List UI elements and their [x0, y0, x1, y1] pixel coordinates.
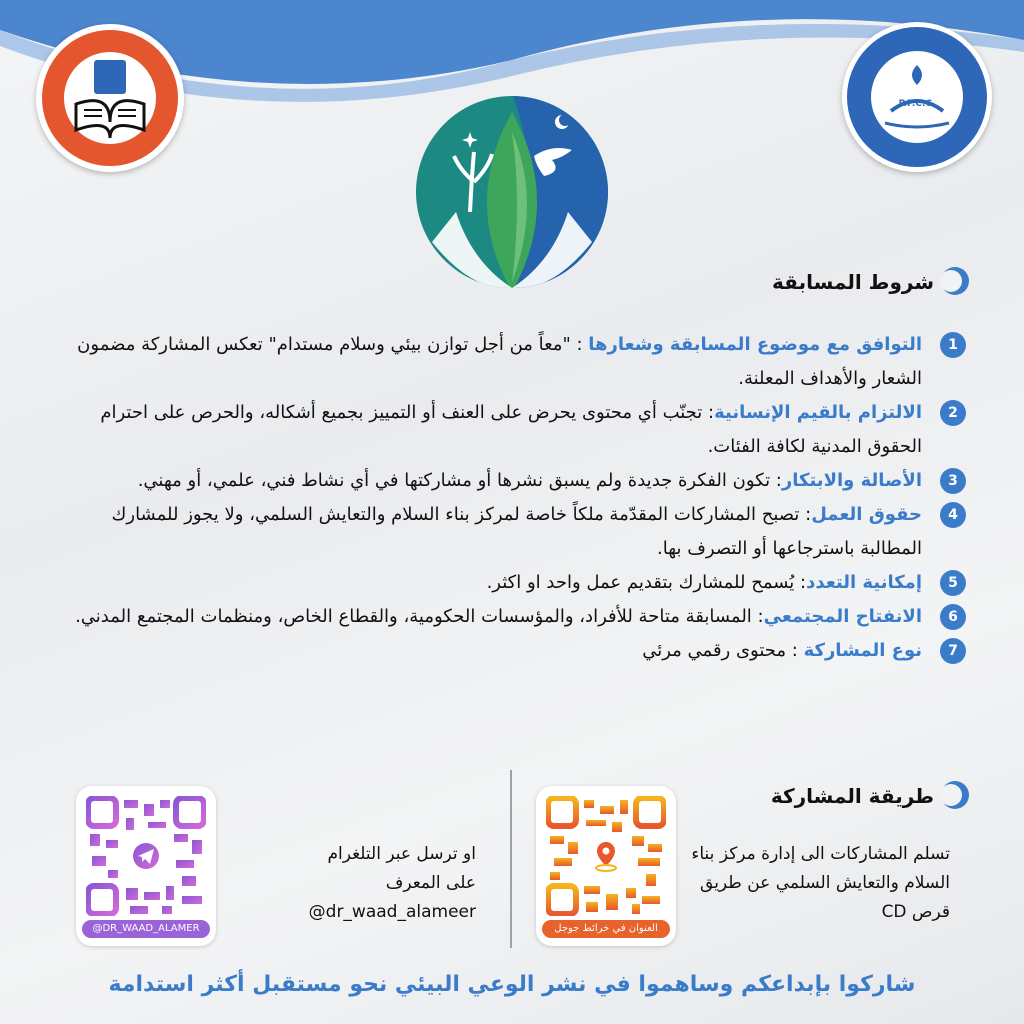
conditions-heading: شروط المسابقة	[772, 270, 934, 294]
condition-item	[70, 464, 966, 498]
condition-title: نوع المشاركة	[803, 640, 922, 661]
participation-heading-row	[760, 776, 970, 818]
google-maps-qr-code[interactable]	[536, 786, 676, 946]
condition-item	[70, 498, 966, 566]
hands-tree-dove-emblem	[412, 92, 612, 292]
crescent-badge-icon	[940, 266, 970, 296]
condition-number: 7	[940, 638, 966, 664]
condition-text: : يُسمح للمشارك بتقديم عمل واحد او اكثر.	[486, 572, 807, 593]
condition-text: : محتوى رقمي مرئي	[642, 640, 804, 661]
book-icon	[64, 52, 156, 144]
condition-number: 4	[940, 502, 966, 528]
condition-item	[70, 328, 966, 396]
condition-number: 3	[940, 468, 966, 494]
condition-text: : تجنّب أي محتوى يحرض على العنف أو التمييز بجميع أشكاله، والحرص على احترام الحقوق المدنية لكافة الفئات.	[100, 402, 922, 457]
telegram-line-2: على المعرف	[385, 873, 476, 893]
dove-icon	[871, 51, 963, 143]
crescent-badge-icon	[940, 780, 970, 810]
telegram-qr-code[interactable]	[76, 786, 216, 946]
telegram-instructions	[232, 840, 476, 927]
condition-number: 2	[940, 400, 966, 426]
condition-title: التوافق مع موضوع المسابقة وشعارها	[588, 334, 922, 355]
condition-number: 5	[940, 570, 966, 596]
center-abbreviation: P.P.C.C.	[898, 99, 936, 109]
footer-slogan: شاركوا بإبداعكم وساهموا في نشر الوعي البيئي نحو مستقبل أكثر استدامة	[108, 972, 916, 997]
peacebuilding-center-logo	[842, 22, 992, 172]
condition-title: حقوق العمل	[811, 504, 922, 525]
participation-text: تسلم المشاركات الى إدارة مركز بناء السلام والتعايش السلمي عن طريق قرص CD	[691, 844, 950, 922]
telegram-handle[interactable]: @dr_waad_alameer	[308, 902, 476, 922]
condition-number: 1	[940, 332, 966, 358]
condition-item	[70, 396, 966, 464]
condition-item	[70, 600, 966, 634]
conditions-list	[70, 328, 966, 668]
condition-title: إمكانية التعدد	[806, 572, 922, 593]
section-divider	[510, 770, 512, 948]
condition-item	[70, 566, 966, 600]
participation-heading: طريقة المشاركة	[770, 784, 934, 808]
telegram-qr-label: @DR_WAAD_ALAMER	[82, 920, 210, 938]
condition-text: : المسابقة متاحة للأفراد، والمؤسسات الحكومية، والقطاع الخاص، ومنظمات المجتمع المدني.	[75, 606, 764, 627]
qr-code-pattern	[86, 796, 206, 916]
condition-title: الانفتاح المجتمعي	[763, 606, 922, 627]
condition-number: 6	[940, 604, 966, 630]
condition-item	[70, 634, 966, 668]
university-of-mosul-logo	[36, 24, 184, 172]
condition-title: الالتزام بالقيم الإنسانية	[714, 402, 922, 423]
qr-code-pattern	[546, 796, 666, 916]
google-maps-qr-label: العنوان في خرائط جوجل	[542, 920, 670, 938]
conditions-heading-row	[760, 262, 970, 304]
condition-title: الأصالة والابتكار	[781, 470, 922, 491]
condition-text: : "معاً من أجل توازن بيئي وسلام مستدام" تعكس المشاركة مضمون الشعار والأهداف المعلنة.	[77, 334, 922, 389]
condition-text: : تكون الفكرة جديدة ولم يسبق نشرها أو مشاركتها في أي نشاط فني، علمي، أو مهني.	[137, 470, 782, 491]
telegram-line-1: او ترسل عبر التلغرام	[327, 844, 476, 864]
condition-text: : تصبح المشاركات المقدّمة ملكاً خاصة لمركز بناء السلام والتعايش السلمي، ولا يجوز للمشارك المطالبة باسترجاعها أو التصرف بها.	[111, 504, 922, 559]
